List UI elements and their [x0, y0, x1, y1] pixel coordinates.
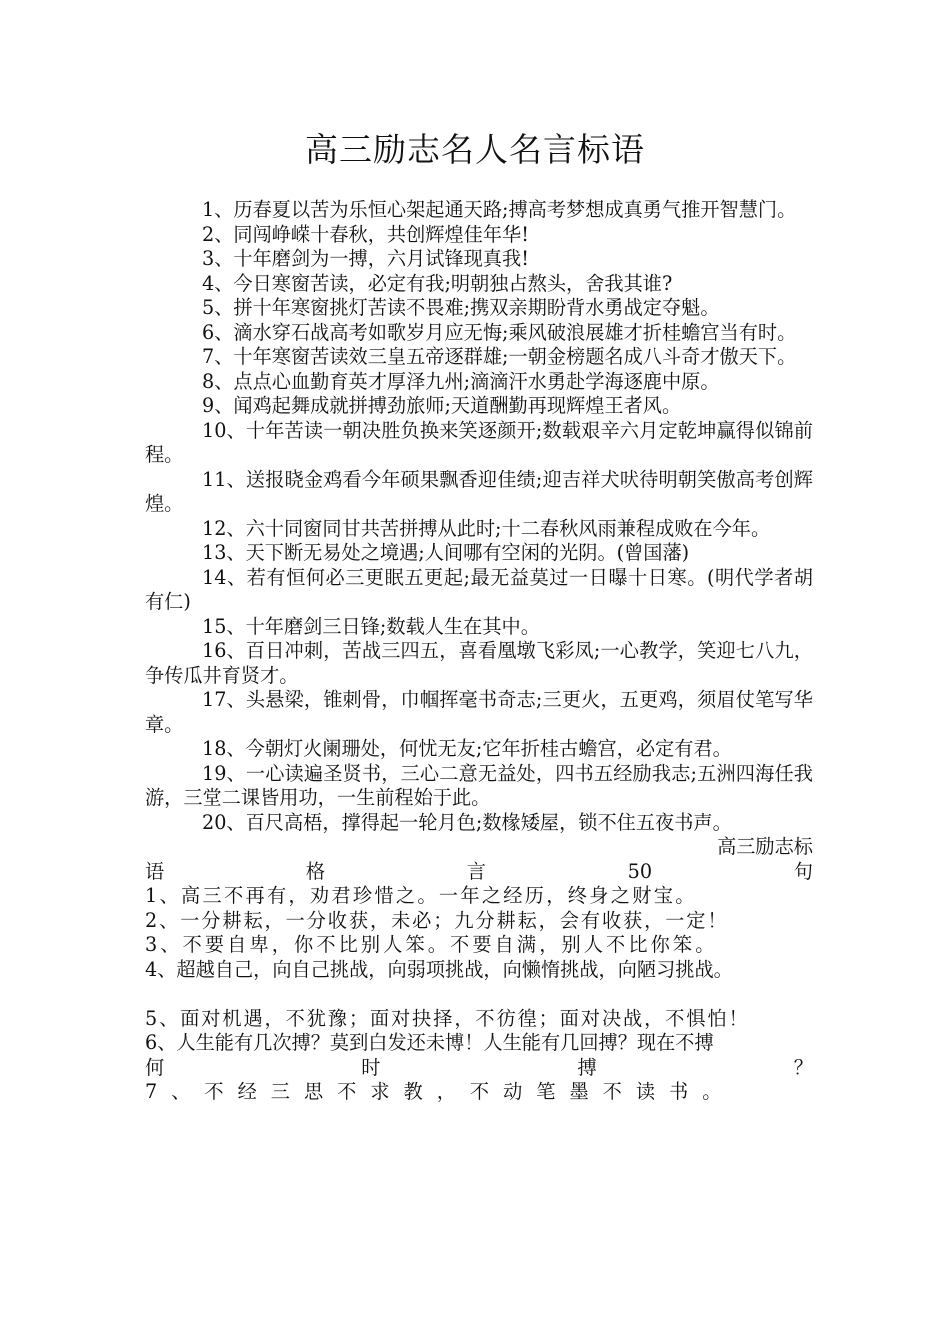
- document-body: [145, 198, 813, 1105]
- quote-paragraph: 18、今朝灯火阑珊处，何忧无友;它年折桂古蟾宫，必定有君。: [202, 737, 732, 760]
- quote-paragraph: 6、滴水穿石战高考如歌岁月应无悔;乘风破浪展雄才折桂蟾宫当有时。: [202, 320, 797, 344]
- quote-paragraph: 13、天下断无易处之境遇;人间哪有空闲的光阴。(曾国藩): [202, 541, 690, 564]
- motto-line: 7、不经三思不求教，不动笔墨不读书。: [145, 1080, 736, 1103]
- quote-paragraph: 10、十年苦读一朝决胜负换来笑逐颜开;数载艰辛六月定乾坤赢得似锦前程。: [145, 418, 813, 466]
- quote-paragraph: 2、同闯峥嵘十春秋，共创辉煌佳年华!: [202, 222, 529, 246]
- quote-paragraph: 15、十年磨剑三日锋;数载人生在其中。: [202, 614, 540, 638]
- quote-paragraph: 16、百日冲刺，苦战三四五，喜看凰墩飞彩凤;一心教学，笑迎七八九，争传瓜井育贤才。: [145, 639, 813, 687]
- quote-paragraph: 19、一心读遍圣贤书，三心二意无益处，四书五经励我志;五洲四海任我游，三堂二课皆用功，一生前程始于此。: [145, 761, 813, 809]
- quote-paragraph: 1、历春夏以苦为乐恒心架起通天路;搏高考梦想成真勇气推开智慧门。: [202, 198, 797, 221]
- quote-paragraph: 12、六十同窗同甘共苦拼搏从此时;十二春秋风雨兼程成败在今年。: [202, 516, 771, 540]
- section-heading-part: 高三励志标: [717, 835, 813, 858]
- quote-paragraph: 20、百尺高梧，撑得起一轮月色;数椽矮屋，锁不住五夜书声。: [202, 810, 732, 834]
- quote-paragraph: 14、若有恒何必三更眠五更起;最无益莫过一日曝十日寒。(明代学者胡有仁): [145, 565, 813, 613]
- quote-paragraph: 7、十年寒窗苦读效三皇五帝逐群雄;一朝金榜题名成八斗奇才傲天下。: [202, 345, 797, 368]
- heading-char: 言: [466, 859, 486, 883]
- blank-line: [145, 982, 813, 1007]
- quote-paragraph: 11、送报晓金鸡看今年硕果飘香迎佳绩;迎吉祥犬吠待明朝笑傲高考创辉煌。: [145, 467, 813, 515]
- motto-char: 何: [145, 1055, 165, 1079]
- quote-paragraph: 8、点点心血勤育英才厚泽九州;滴滴汗水勇赴学海逐鹿中原。: [202, 369, 720, 393]
- motto-line: 2、一分耕耘，一分收获，未必；九分耕耘，会有收获，一定！: [145, 908, 729, 932]
- quote-paragraph: 9、闻鸡起舞成就拼搏劲旅师;天道酬勤再现辉煌王者风。: [202, 394, 682, 417]
- heading-char: 语: [145, 859, 165, 883]
- quote-paragraph: 5、拼十年寒窗挑灯苦读不畏难;携双亲期盼背水勇战定夺魁。: [202, 296, 720, 319]
- motto-line-spread: [145, 1056, 813, 1081]
- quote-paragraph: 3、十年磨剑为一搏，六月试锋现真我!: [202, 247, 529, 270]
- motto-char: 时: [361, 1055, 381, 1079]
- quote-paragraph: 4、今日寒窗苦读，必定有我;明朝独占熬头，舍我其谁?: [202, 271, 673, 295]
- motto-line: 1、高三不再有，劝君珍惜之。一年之经历，终身之财宝。: [145, 884, 697, 907]
- motto-line: 5、面对机遇，不犹豫；面对抉择，不彷徨；面对决战，不惧怕！: [145, 1006, 750, 1030]
- document-title: 高三励志名人名言标语: [305, 130, 645, 169]
- motto-line: 3、不要自卑，你不比别人笨。不要自满，别人不比你笨。: [145, 933, 718, 956]
- quote-paragraph: 17、头悬梁，锥刺骨，巾帼挥毫书奇志;三更火，五更鸡，须眉仗笔写华章。: [145, 688, 813, 736]
- motto-line: 6、人生能有几次搏？莫到白发还未博！人生能有几回搏？现在不搏: [145, 1031, 714, 1054]
- motto-char: ？: [793, 1055, 813, 1079]
- motto-char: 搏: [577, 1055, 597, 1079]
- section-heading-spread: [145, 860, 813, 885]
- motto-line: 4、超越自己，向自己挑战，向弱项挑战，向懒惰挑战，向陋习挑战。: [145, 957, 733, 981]
- heading-char: 格: [305, 859, 326, 883]
- heading-char: 50: [627, 859, 653, 883]
- heading-char: 句: [793, 859, 813, 883]
